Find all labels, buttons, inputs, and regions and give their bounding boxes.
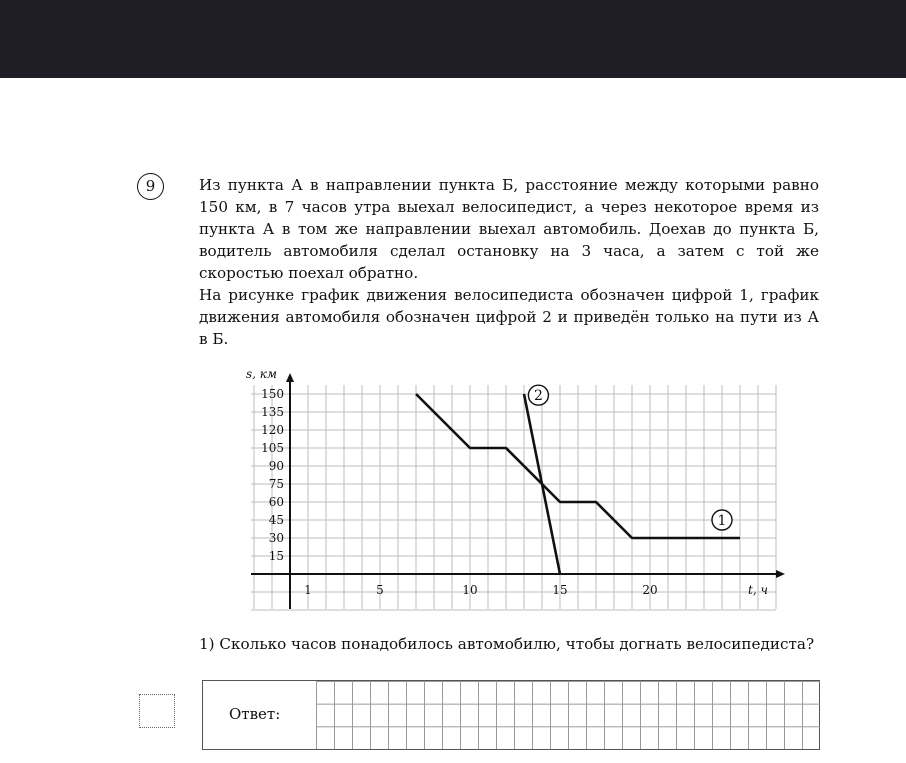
y-tick-label: 135 [261,405,284,419]
answer-box [202,680,820,750]
x-axis-arrow [776,570,785,578]
y-tick-label: 30 [268,531,284,545]
task-number-badge: 9 [137,173,164,200]
question-1: 1) Сколько часов понадобилось автомобилю, чтобы догнать велосипедиста? [199,635,815,653]
graph-axes [251,373,785,609]
series-label-1: 1 [717,513,727,529]
y-tick-label: 60 [268,495,284,509]
y-axis-arrow [286,373,294,382]
answer-label: Ответ: [229,705,281,723]
motion-graph [240,364,785,614]
y-axis-label: s, км [246,367,277,381]
problem-paragraph-2: На рисунке график движения велосипедиста обозначен цифрой 1, график движения автомобиля обозначен цифрой 2 и приведён только на пути из А в Б. [199,286,819,348]
y-tick-label: 150 [261,387,284,401]
top-bar [0,0,906,78]
y-tick-label: 75 [268,477,284,491]
series-label-2: 2 [533,388,543,405]
x-tick-label: 10 [462,583,478,597]
y-tick-label: 45 [268,513,284,527]
y-tick-label: 90 [268,459,284,473]
y-tick-label: 15 [268,549,284,563]
x-tick-label: 20 [642,583,658,597]
graph-series-labels [528,385,732,530]
score-mark-box [139,694,175,728]
problem-paragraph-1: Из пункта А в направлении пункта Б, расстояние между которыми равно 150 км, в 7 часов утра выехал велосипедист, а через некоторое время из пункта А в том же направлении выехал автомобиль. Доехав до пункта Б, водитель автомобиля сделал остановку на 3 часа, а затем с той же скоростью поехал обратно. [199,176,819,282]
graph-grid [251,385,776,610]
answer-grid[interactable] [316,681,820,749]
graph-tick-labels [246,367,768,597]
x-tick-label: 5 [376,583,384,597]
x-axis-label: t, ч [748,583,768,597]
x-tick-label: 1 [304,583,312,597]
y-tick-label: 120 [261,423,284,437]
problem-text [199,174,819,350]
y-tick-label: 105 [261,441,284,455]
x-tick-label: 15 [552,583,568,597]
